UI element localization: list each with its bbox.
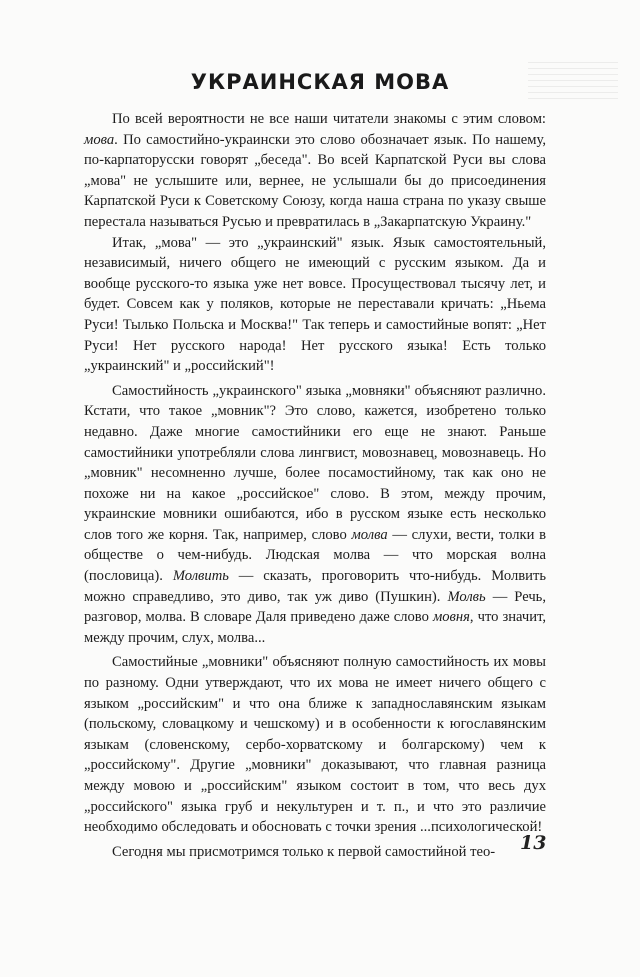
page-number: 13 bbox=[520, 832, 547, 854]
paragraph-4: Самостийные „мовники" объясняют полную самостийность их мовы по разному. Одни утверждают, что их мова не имеет ничего общего с языком „российским" и что она ближе к западнославянским языкам (польскому, словацкому и чешскому) и в особенности к югославянским языкам (словенскому, сербо-хорватскому и болгарскому) чем к „российскому". Другие „мовники" доказывают, что главная разница между мовою и „российским" языком состоит в том, что весь дух „российского" языка груб и некультурен и т. п., и что это различие необходимо обследовать и обосновать с точки зрения ...психологической! bbox=[84, 654, 546, 836]
paragraph-1: По всей вероятности не все наши читатели знакомы с этим словом: мова. По самостийно-украински это слово обозначает язык. По нашему, по-карпаторусски говорят „беседа". Во всей Карпатской Руси вы слова „мова" не услышите или, вернее, не услышали бы до присоединения Карпатской Руси к Советскому Союзу, когда наша страна по указу свыше перестала называться Русью и превратилась в „Закарпатскую Украину." bbox=[84, 111, 546, 230]
article-body bbox=[84, 109, 546, 862]
paragraph-2: Итак, „мова" — это „украинский" язык. Язык самостоятельный, независимый, ничего общего не имеющий с русским языком. Да и вообще русского-то языка уже нет вовсе. Просуществовал тысячу лет, и будет. Совсем как у поляков, которые не переставали кричать: „Ньема Руси! Тылько Польска и Москва!" Так теперь и самостийные вопят: „Нет Руси! Нет русского народа! Нет русского языка! Есть только „украинский" и „российский"! bbox=[84, 234, 546, 375]
page-title: УКРАИНСКАЯ МОВА bbox=[190, 70, 450, 94]
paragraph-3: Самостийность „украинского" языка „мовняки" объясняют различно. Кстати, что такое „мовник"? Это слово, кажется, изобретено только недавно. Даже многие самостийники его еще не знают. Раньше самостийники употребляли слова лингвист, мовознавец, мовознавець. Но „мовник" несомненно лучше, более посамостийному, так как оно не похоже ни на какое „российское" слово. В этом, между прочим, украинские мовники ошибаются, ибо в русском языке есть несколько слов того же корня. Так, например, слово молва — слухи, вести, толки в обществе о чем-нибудь. Людская молва — что морская волна (пословица). Молвить — сказать, проговорить что-нибудь. Молвить можно справедливо, это диво, так уж диво (Пушкин). Молвь — Речь, разговор, молва. В словаре Даля приведено даже слово мовня, что значит, между прочим, слух, молва... bbox=[84, 382, 547, 646]
paragraph-5: Сегодня мы присмотримся только к первой самостийной тео- bbox=[112, 843, 496, 860]
